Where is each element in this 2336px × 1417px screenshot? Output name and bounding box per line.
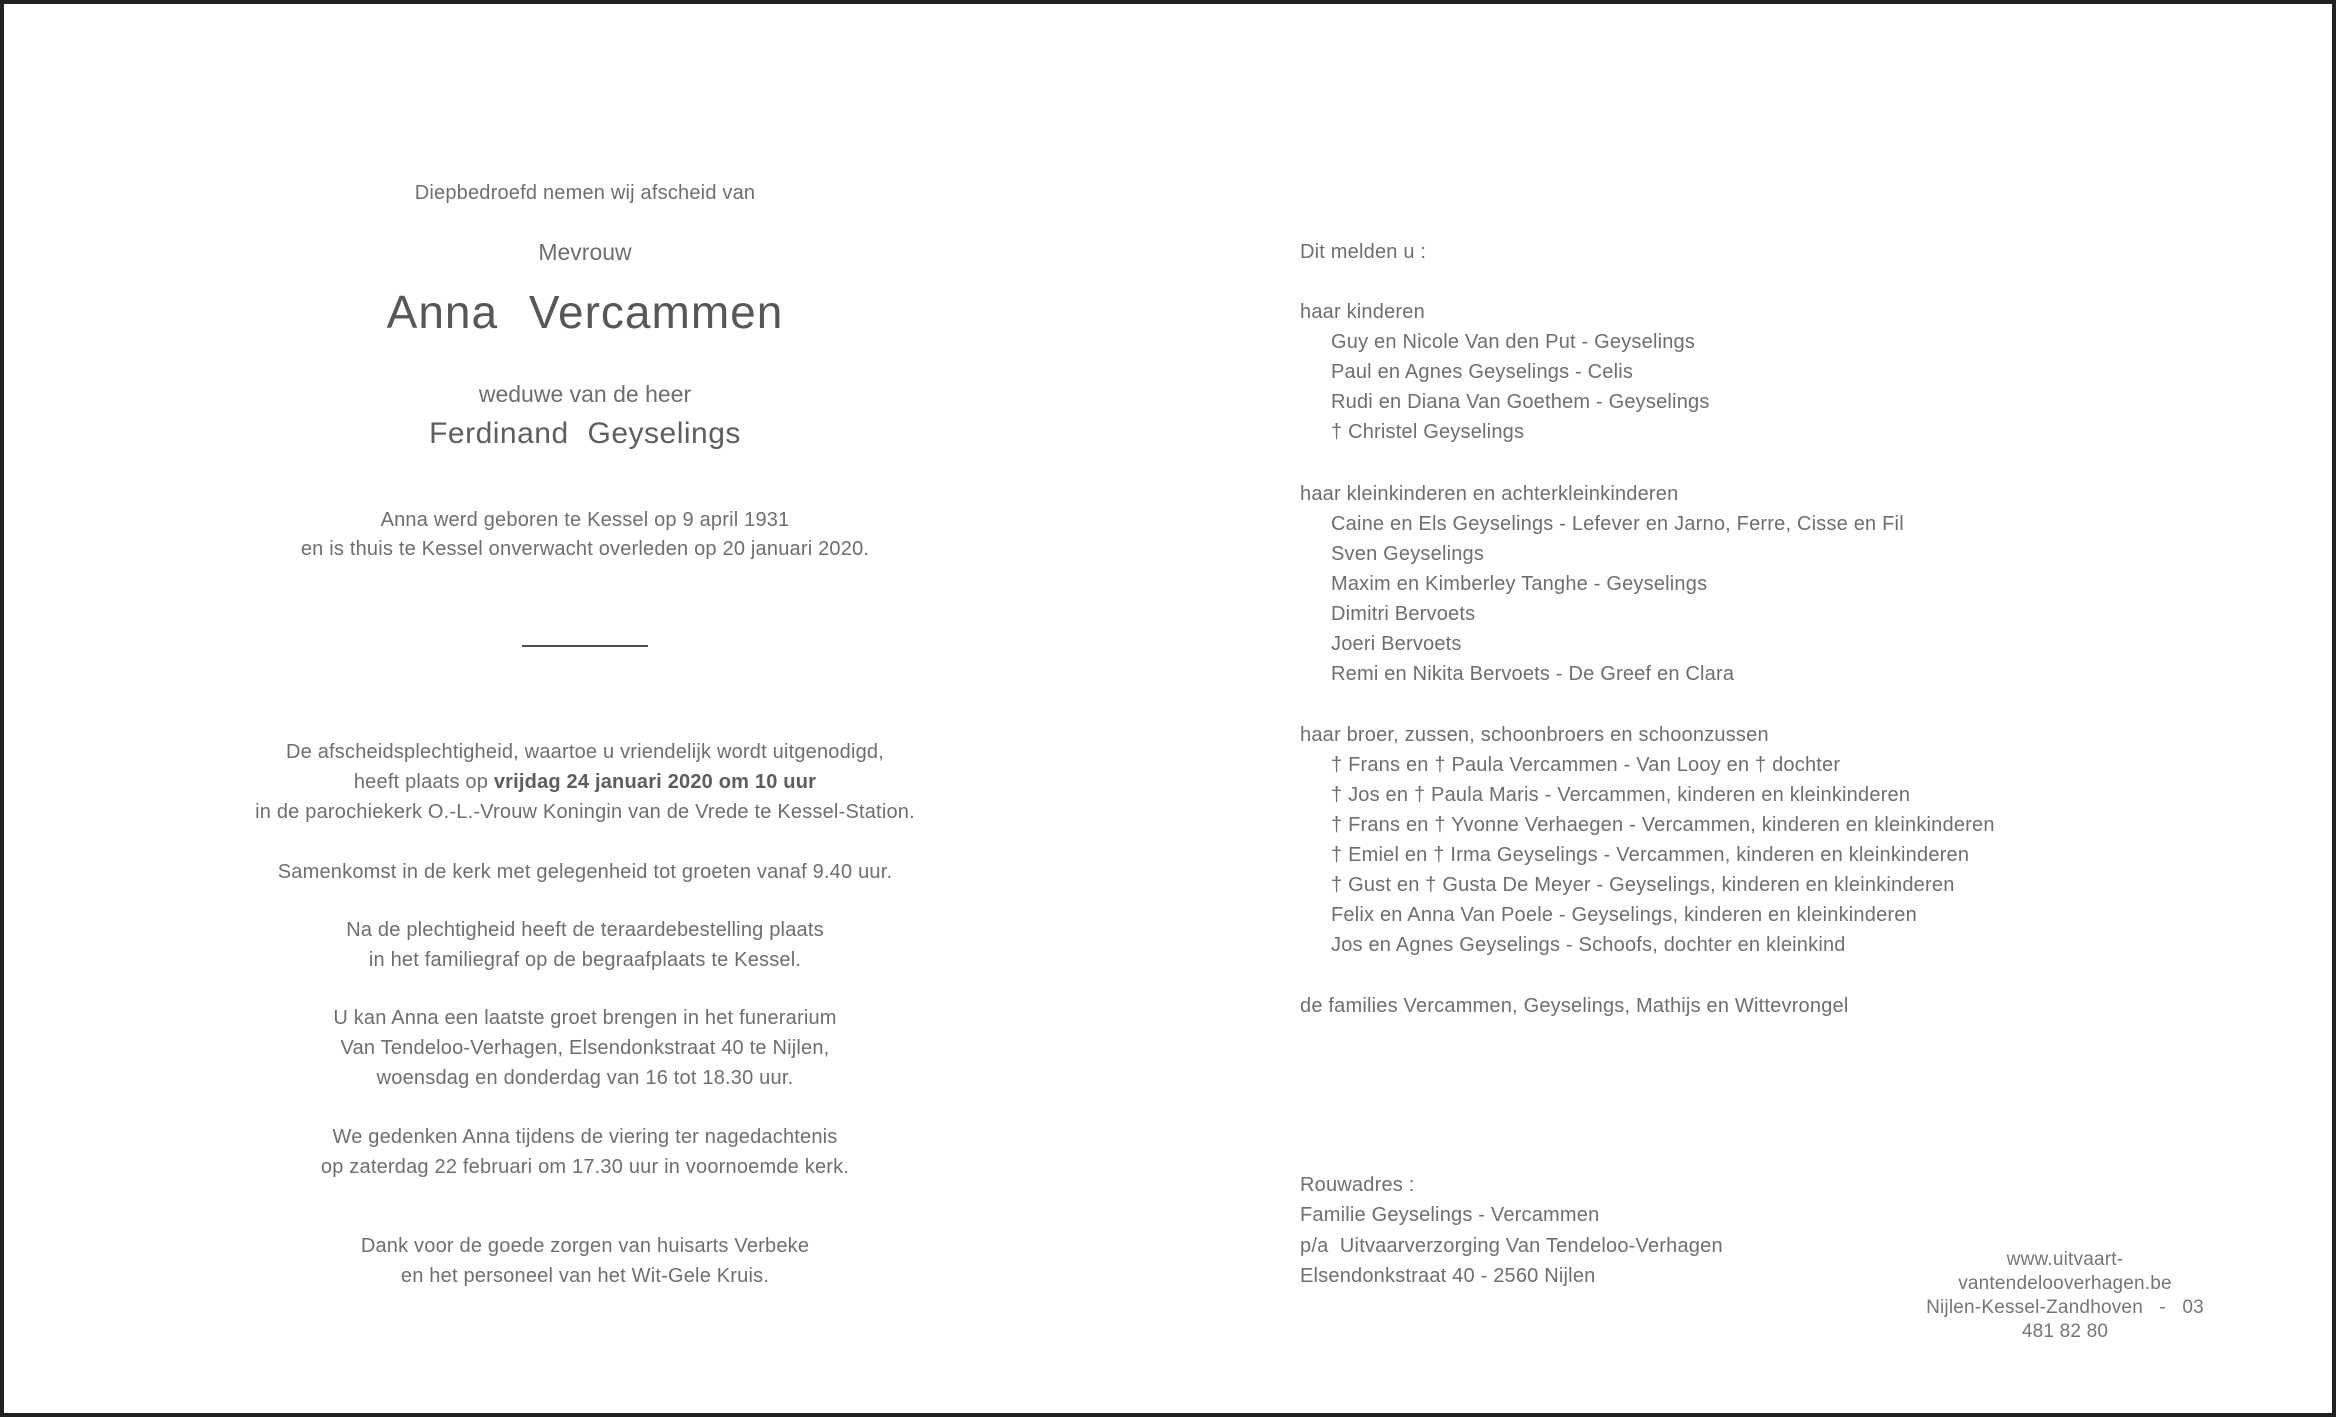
thanks-line-1: Dank voor de goede zorgen van huisarts Verbeke xyxy=(360,1235,810,1257)
grandchildren-group-items xyxy=(1300,509,2280,689)
announcer-line: Paul en Agnes Geyselings - Celis xyxy=(1331,361,1634,383)
announcer-line: Remi en Nikita Bervoets - De Greef en Clara xyxy=(1331,663,1735,685)
announcer-line: Caine en Els Geyselings - Lefever en Jarno, Ferre, Cisse en Fil xyxy=(1331,513,1904,535)
announcer-line: Sven Geyselings xyxy=(1331,543,1485,565)
birth-line: Anna werd geboren te Kessel op 9 april 1931 xyxy=(380,509,790,531)
mourning-address-line: p/a Uitvaarverzorging Van Tendeloo-Verhagen xyxy=(1300,1234,1723,1257)
memorial-line-2: op zaterdag 22 februari om 17.30 uur in voornoemde kerk. xyxy=(320,1156,850,1178)
children-group-items xyxy=(1300,327,2280,447)
funerarium-block xyxy=(135,1003,1035,1093)
announcer-line: Felix en Anna Van Poele - Geyselings, kinderen en kleinkinderen xyxy=(1331,904,1917,926)
mourning-address-label: Rouwadres : xyxy=(1300,1174,1415,1196)
burial-line-2: in het familiegraf op de begraafplaats te Kessel. xyxy=(368,949,802,971)
ceremony-block xyxy=(135,737,1035,827)
mourning-address-line: Familie Geyselings - Vercammen xyxy=(1300,1204,1600,1227)
announcer-line: † Gust en † Gusta De Meyer - Geyselings, kinderen en kleinkinderen xyxy=(1331,874,1955,896)
death-line: en is thuis te Kessel onverwacht overleden op 20 januari 2020. xyxy=(300,538,870,560)
thanks-block xyxy=(135,1231,1035,1291)
funeral-home-website: www.uitvaart-vantendelooverhagen.be xyxy=(1958,1249,2172,1294)
intro-line: Diepbedroefd nemen wij afscheid van xyxy=(414,182,756,204)
memorial-line-1: We gedenken Anna tijdens de viering ter nagedachtenis xyxy=(332,1126,838,1148)
widow-of-line: weduwe van de heer xyxy=(478,381,692,407)
siblings-group xyxy=(1300,720,2280,960)
ceremony-line-2 xyxy=(135,767,1035,797)
announcer-line: † Christel Geyselings xyxy=(1331,421,1525,443)
children-group-label: haar kinderen xyxy=(1300,301,1425,323)
memorial-block xyxy=(135,1122,1035,1182)
announcer-line: Joeri Bervoets xyxy=(1331,633,1462,655)
thanks-line-2: en het personeel van het Wit-Gele Kruis. xyxy=(400,1265,770,1287)
announcers-heading: Dit melden u : xyxy=(1300,241,1427,263)
announcer-line: Maxim en Kimberley Tanghe - Geyselings xyxy=(1331,573,1708,595)
burial-block xyxy=(135,915,1035,975)
announcer-line: † Frans en † Yvonne Verhaegen - Vercammen, kinderen en kleinkinderen xyxy=(1331,814,1995,836)
announcer-line: † Frans en † Paula Vercammen - Van Looy en † dochter xyxy=(1331,754,1841,776)
ceremony-line-2-prefix: heeft plaats op xyxy=(353,771,494,793)
title-prefix: Mevrouw xyxy=(538,239,632,265)
announcer-line: Rudi en Diana Van Goethem - Geyselings xyxy=(1331,391,1710,413)
announcer-line: Guy en Nicole Van den Put - Geyselings xyxy=(1331,331,1696,353)
spouse-name: Ferdinand Geyselings xyxy=(429,417,741,450)
ceremony-date-emphasis: vrijdag 24 januari 2020 om 10 uur xyxy=(493,771,817,793)
deceased-name: Anna Vercammen xyxy=(386,286,784,338)
mourning-address-line: Elsendonkstraat 40 - 2560 Nijlen xyxy=(1300,1264,1596,1287)
funerarium-line-2: Van Tendeloo-Verhagen, Elsendonkstraat 40 te Nijlen, xyxy=(340,1037,830,1059)
announcer-line: † Jos en † Paula Maris - Vercammen, kinderen en kleinkinderen xyxy=(1331,784,1911,806)
funerarium-line-1: U kan Anna een laatste groet brengen in het funerarium xyxy=(333,1007,837,1029)
life-dates-block xyxy=(135,506,1035,564)
announcer-line: Dimitri Bervoets xyxy=(1331,603,1476,625)
burial-line-1: Na de plechtigheid heeft de teraardebestelling plaats xyxy=(346,919,824,941)
divider-rule xyxy=(522,645,648,647)
announcer-line: † Emiel en † Irma Geyselings - Vercammen, kinderen en kleinkinderen xyxy=(1331,844,1970,866)
announcer-line: Jos en Agnes Geyselings - Schoofs, dochter en kleinkind xyxy=(1331,934,1846,956)
funeral-home-block xyxy=(1909,1248,2221,1344)
siblings-group-items xyxy=(1300,750,2280,960)
gathering-line: Samenkomst in de kerk met gelegenheid tot groeten vanaf 9.40 uur. xyxy=(277,861,893,883)
ceremony-line-3: in de parochiekerk O.-L.-Vrouw Koningin van de Vrede te Kessel-Station. xyxy=(255,801,915,823)
funerarium-line-3: woensdag en donderdag van 16 tot 18.30 uur. xyxy=(376,1067,794,1089)
grandchildren-group xyxy=(1300,479,2280,689)
siblings-group-label: haar broer, zussen, schoonbroers en schoonzussen xyxy=(1300,724,1769,746)
children-group xyxy=(1300,297,2280,447)
ceremony-line-1: De afscheidsplechtigheid, waartoe u vriendelijk wordt uitgenodigd, xyxy=(286,741,884,763)
grandchildren-group-label: haar kleinkinderen en achterkleinkinderen xyxy=(1300,483,1679,505)
families-line: de families Vercammen, Geyselings, Mathijs en Wittevrongel xyxy=(1300,995,1849,1017)
funeral-home-locations-phone: Nijlen-Kessel-Zandhoven - 03 481 82 80 xyxy=(1926,1297,2210,1342)
divider-container xyxy=(135,645,1035,647)
